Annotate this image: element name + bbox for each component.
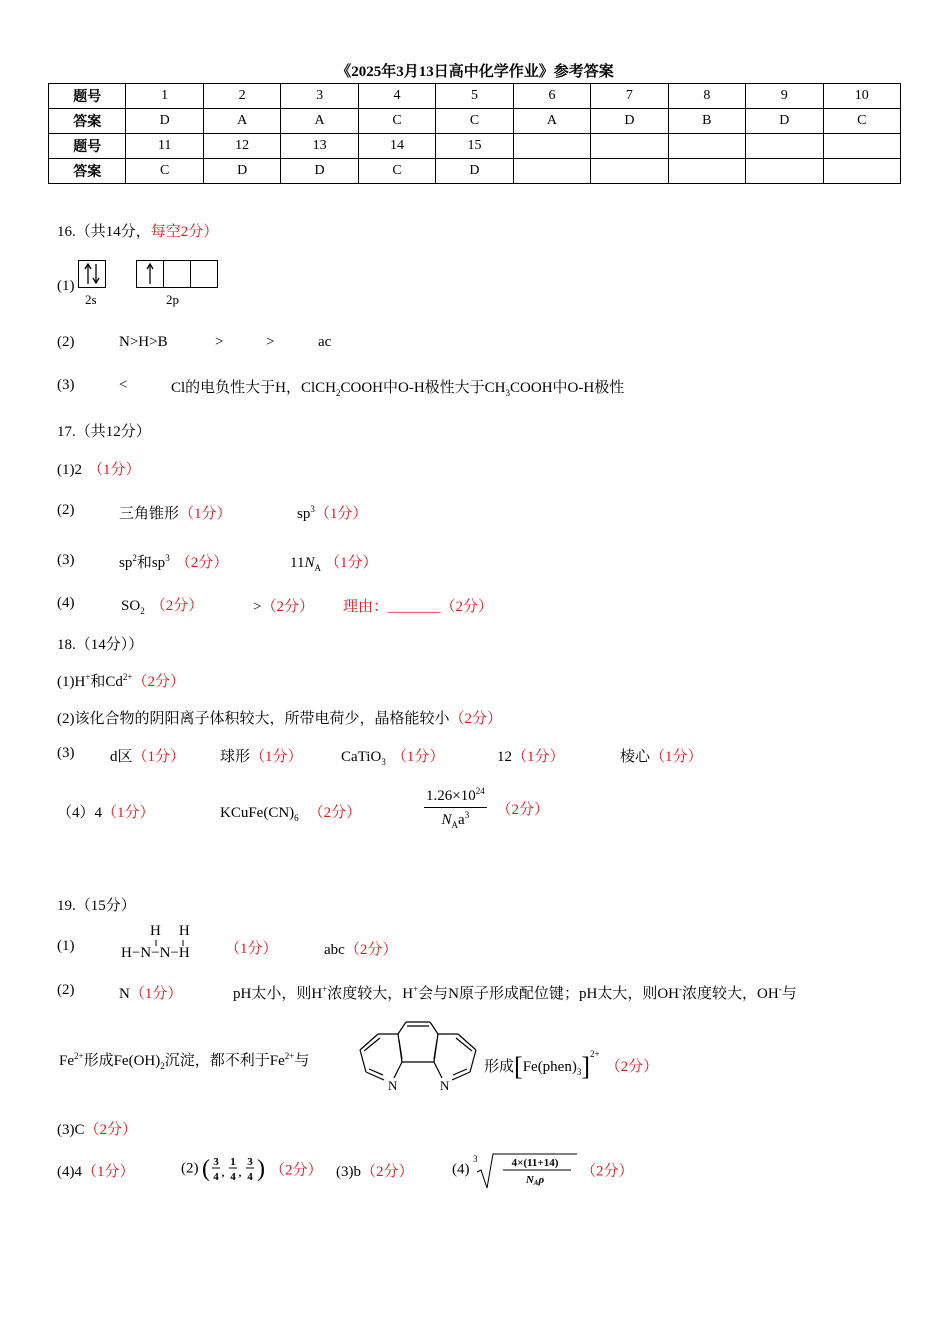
q18-heading: 18.（14分）） — [57, 637, 144, 653]
table-cell: D — [281, 159, 358, 184]
q18-part3-label: (3) — [57, 745, 75, 761]
score-note: （2分） — [175, 555, 229, 571]
text: 浓度较大，H — [327, 986, 414, 1002]
score-note: （1分） — [129, 986, 183, 1002]
orbital-box-2s — [78, 260, 106, 288]
q16-part2-answer-d: ac — [318, 334, 332, 350]
score-note: （2分） — [84, 1122, 138, 1138]
text: COOH中O-H极性大于CH — [340, 380, 506, 396]
q18-part3-answer-e — [620, 745, 703, 766]
superscript: 24 — [475, 786, 485, 796]
table-cell — [823, 159, 900, 184]
table-cell — [668, 134, 745, 159]
subscript: 2 — [336, 388, 341, 398]
table-cell — [746, 159, 823, 184]
nitrogen-label: N — [440, 1078, 450, 1093]
q19-part1-answer-b — [324, 938, 397, 959]
q19-part4-answer-c — [336, 1160, 414, 1181]
q18-part4-answer-a — [57, 801, 155, 822]
subscript: 3 — [576, 1067, 582, 1077]
svg-text:3: 3 — [213, 1156, 219, 1168]
score-note: （2分） — [581, 1163, 634, 1180]
table-cell: C — [358, 109, 435, 134]
text: Fe — [59, 1053, 74, 1069]
table-cell: 14 — [358, 134, 435, 159]
q18-part3-answer-c — [341, 745, 444, 767]
text: 形成Fe(OH) — [83, 1053, 161, 1069]
fraction-denominator — [424, 808, 487, 830]
table-cell: D — [126, 109, 203, 134]
q19-part2-continuation — [59, 1049, 309, 1071]
q16-part3-answer-a: < — [119, 377, 128, 393]
svg-text:): ) — [257, 1156, 266, 1182]
table-cell — [591, 159, 668, 184]
score-note: （1分） — [88, 462, 141, 478]
score-note: （2分） — [150, 598, 204, 614]
q19-part4-answer-b — [181, 1152, 323, 1186]
table-cell: 3 — [281, 84, 358, 109]
q19-part3 — [57, 1118, 137, 1139]
answer-text: KCuFe(CN) — [220, 805, 295, 821]
q17-part3-answer-a — [119, 551, 228, 572]
score-note: （2分） — [270, 1162, 323, 1179]
score-note: （1分） — [314, 506, 368, 522]
answer-text: N — [119, 986, 130, 1002]
answer-text: (2)该化合物的阴阳离子体积较大，所带电荷少，晶格能较小 — [57, 711, 450, 727]
q18-part2 — [57, 707, 502, 728]
density-fraction — [424, 786, 487, 830]
svg-text:4×(11+14): 4×(11+14) — [511, 1157, 559, 1169]
table-row — [49, 134, 901, 159]
superscript: + — [322, 984, 328, 994]
table-row — [49, 109, 901, 134]
superscript: 2+ — [590, 1049, 600, 1059]
subscript: 3 — [505, 388, 511, 398]
q19-part2-label: (2) — [57, 982, 75, 998]
up-electron-icon — [137, 261, 163, 287]
answer-text: 球形 — [220, 749, 251, 765]
table-cell — [668, 159, 745, 184]
hydrazine-structure — [121, 923, 194, 961]
svg-text:,: , — [221, 1167, 225, 1179]
nitrogen-label: N — [388, 1078, 398, 1093]
svg-text:1: 1 — [230, 1156, 236, 1168]
text: a — [458, 812, 465, 828]
text: Fe(phen) — [522, 1059, 577, 1075]
q19-part2-explanation — [233, 982, 797, 1003]
score-note: （1分） — [179, 506, 232, 522]
q17-part4-reason: 理由：_______（2分） — [343, 599, 494, 615]
structure-main-chain: H−N−N−H — [121, 945, 190, 961]
q16-heading — [57, 220, 218, 241]
table-cell: 12 — [203, 134, 280, 159]
table-cell: A — [203, 109, 280, 134]
answer-text: N — [304, 555, 315, 571]
answer-text: 12 — [497, 749, 512, 765]
table-cell — [746, 134, 823, 159]
paired-electrons-icon — [79, 261, 105, 287]
superscript: - — [778, 984, 782, 994]
phenanthroline-structure-icon — [354, 1018, 482, 1094]
table-cell — [823, 134, 900, 159]
q19-part4-answer-a — [57, 1160, 135, 1181]
table-cell — [513, 159, 590, 184]
bracket-right: ] — [581, 1052, 591, 1081]
answer-text: (3)C — [57, 1122, 85, 1138]
table-cell: 6 — [513, 84, 590, 109]
answer-text: d区 — [110, 749, 133, 765]
subscript: 6 — [294, 813, 299, 823]
text: 浓度较大，OH — [682, 986, 779, 1002]
text: 1.26×10 — [426, 788, 476, 804]
score-note: （2分） — [308, 805, 362, 821]
superscript: + — [413, 984, 419, 994]
score-note: （2分） — [132, 674, 186, 690]
table-cell: 11 — [126, 134, 203, 159]
q18-part3-answer-b — [220, 745, 303, 766]
answer-text: sp — [119, 555, 133, 571]
text: 沉淀，都不利于Fe — [164, 1053, 285, 1069]
table-cell: C — [126, 159, 203, 184]
fraction-numerator — [424, 786, 487, 808]
answer-text: 棱心 — [620, 749, 651, 765]
q19-heading: 19.（15分） — [57, 898, 136, 914]
svg-text:3: 3 — [247, 1156, 253, 1168]
table-cell: 5 — [436, 84, 513, 109]
table-cell: 10 — [823, 84, 900, 109]
score-note: （1分） — [225, 941, 278, 957]
heading-text: 16.（共14分， — [57, 224, 151, 240]
answer-text: abc — [324, 942, 345, 958]
orbital-box-2p-2 — [163, 260, 191, 288]
table-cell: D — [746, 109, 823, 134]
score-note: （2分） — [344, 942, 398, 958]
subscript: 2 — [140, 606, 145, 616]
answer-text: (4) — [452, 1161, 470, 1178]
orbital-box-2p-1 — [136, 260, 164, 288]
table-cell: D — [436, 159, 513, 184]
score-note: （2分） — [496, 801, 549, 818]
text: 会与N原子形成配位键；pH太大，则OH — [418, 986, 680, 1002]
answer-text: （4）4 — [57, 805, 103, 821]
q16-part3-explanation — [171, 376, 624, 398]
superscript: 3 — [165, 553, 170, 563]
q19-part1-label: (1) — [57, 938, 75, 954]
score-note: （1分） — [82, 1164, 135, 1180]
table-cell: B — [668, 109, 745, 134]
subscript: A — [451, 820, 459, 830]
q18-part1 — [57, 670, 185, 691]
q17-part4-label: (4) — [57, 595, 75, 611]
answer-text: > — [253, 599, 262, 615]
q19-part2-answer-a — [119, 982, 182, 1003]
cube-root-icon — [473, 1150, 577, 1190]
table-cell — [591, 134, 668, 159]
svg-text:4: 4 — [213, 1171, 219, 1183]
svg-text:NAρ: NAρ — [526, 1174, 545, 1187]
q17-part3-answer-b — [290, 551, 377, 573]
subscript: 2 — [160, 1061, 165, 1071]
table-cell: 8 — [668, 84, 745, 109]
text: 形成 — [484, 1059, 515, 1075]
score-note: 每空2分） — [150, 224, 219, 240]
q17-part1 — [57, 458, 141, 479]
q19-part2-complex — [484, 1049, 658, 1082]
row-label: 题号 — [49, 84, 126, 109]
superscript: 2+ — [284, 1051, 295, 1061]
text: COOH中O-H极性 — [510, 380, 625, 396]
q17-part2-answer-b — [297, 502, 367, 523]
superscript: 3 — [464, 810, 470, 820]
svg-text:4: 4 — [247, 1171, 253, 1183]
q17-part2-answer-a — [119, 502, 232, 523]
answer-text: (4)4 — [57, 1164, 82, 1180]
superscript: 3 — [310, 504, 315, 514]
table-cell: C — [823, 109, 900, 134]
answer-text: SO — [121, 598, 141, 614]
table-cell — [513, 134, 590, 159]
table-cell: A — [281, 109, 358, 134]
answer-text: (3)b — [336, 1164, 361, 1180]
table-cell: D — [203, 159, 280, 184]
q17-part4-answer-b — [253, 595, 314, 616]
q16-part2-answer-b: > — [215, 334, 224, 350]
score-note: （1分） — [250, 749, 303, 765]
table-cell: 9 — [746, 84, 823, 109]
answer-text: 11 — [290, 555, 305, 571]
orbital-diagram — [78, 260, 218, 288]
subscript: A — [314, 563, 321, 573]
q16-part3-label: (3) — [57, 377, 75, 393]
answer-text: 三角锥形 — [119, 506, 180, 522]
bracket-left: [ — [514, 1052, 523, 1081]
score-note: （1分） — [132, 749, 186, 765]
score-note: （1分） — [512, 749, 565, 765]
svg-text:4: 4 — [230, 1171, 236, 1183]
score-note: （1分） — [650, 749, 703, 765]
q17-heading: 17.（共12分） — [57, 424, 151, 440]
atom: H — [178, 923, 190, 939]
coordinate-fraction-icon — [202, 1152, 266, 1186]
text: 与 — [781, 986, 797, 1002]
q18-part4-fraction — [424, 786, 549, 830]
answer-text: 和sp — [136, 555, 166, 571]
superscript: 2 — [132, 553, 137, 563]
orbital-label-2p: 2p — [166, 292, 179, 307]
q16-part2-answer-a: N>H>B — [119, 334, 168, 350]
row-label: 答案 — [49, 159, 126, 184]
answer-text: CaTiO — [341, 749, 382, 765]
answer-text: sp — [297, 506, 311, 522]
orbital-label-2s: 2s — [85, 292, 97, 307]
table-cell: D — [591, 109, 668, 134]
atom: H — [150, 923, 161, 939]
text: 与 — [294, 1053, 310, 1069]
page-title: 《2025年3月13日高中化学作业》参考答案 — [336, 64, 614, 80]
table-row — [49, 159, 901, 184]
score-note: （2分） — [261, 599, 314, 615]
q17-part2-label: (2) — [57, 502, 75, 518]
subscript: 3 — [381, 757, 386, 767]
q16-part1-label: (1) — [57, 278, 75, 294]
table-cell: 2 — [203, 84, 280, 109]
table-cell: A — [513, 109, 590, 134]
score-note: （2分） — [449, 711, 503, 727]
table-cell: 1 — [126, 84, 203, 109]
table-cell: 4 — [358, 84, 435, 109]
answer-text: (2) — [181, 1160, 199, 1177]
table-cell: 7 — [591, 84, 668, 109]
superscript: + — [85, 672, 91, 682]
svg-text:(: ( — [202, 1156, 211, 1182]
row-label: 题号 — [49, 134, 126, 159]
answer-table — [48, 83, 901, 184]
table-row — [49, 84, 901, 109]
superscript: 2+ — [122, 672, 133, 682]
score-note: （2分） — [361, 1164, 414, 1180]
superscript: 2+ — [74, 1051, 84, 1061]
answer-text: 和Cd — [90, 674, 123, 690]
score-note: （1分） — [391, 749, 445, 765]
q18-part3-answer-d — [497, 745, 565, 766]
q18-part3-answer-a — [110, 745, 185, 766]
orbital-box-2p-3 — [190, 260, 218, 288]
row-label: 答案 — [49, 109, 126, 134]
svg-text:,: , — [238, 1167, 242, 1179]
score-note: （1分） — [102, 805, 155, 821]
q18-part4-answer-b — [220, 801, 361, 823]
text: Cl的电负性大于H，ClCH — [171, 380, 337, 396]
answer-text: (1)2 — [57, 462, 82, 478]
score-note: （1分） — [324, 555, 378, 571]
answer-text: (1)H — [57, 674, 86, 690]
q19-part4-answer-d — [452, 1150, 634, 1190]
text: N — [441, 812, 452, 828]
q16-part2-label: (2) — [57, 334, 75, 350]
svg-text:3: 3 — [473, 1154, 478, 1164]
structure-top-h — [121, 923, 194, 939]
text: pH太小，则H — [233, 986, 323, 1002]
superscript: - — [679, 984, 683, 994]
table-cell: 15 — [436, 134, 513, 159]
table-cell: C — [358, 159, 435, 184]
table-cell: 13 — [281, 134, 358, 159]
q17-part3-label: (3) — [57, 552, 75, 568]
score-note: （2分） — [605, 1059, 659, 1075]
q17-part4-answer-a — [121, 594, 203, 616]
q16-part2-answer-c: > — [266, 334, 275, 350]
table-cell: C — [436, 109, 513, 134]
